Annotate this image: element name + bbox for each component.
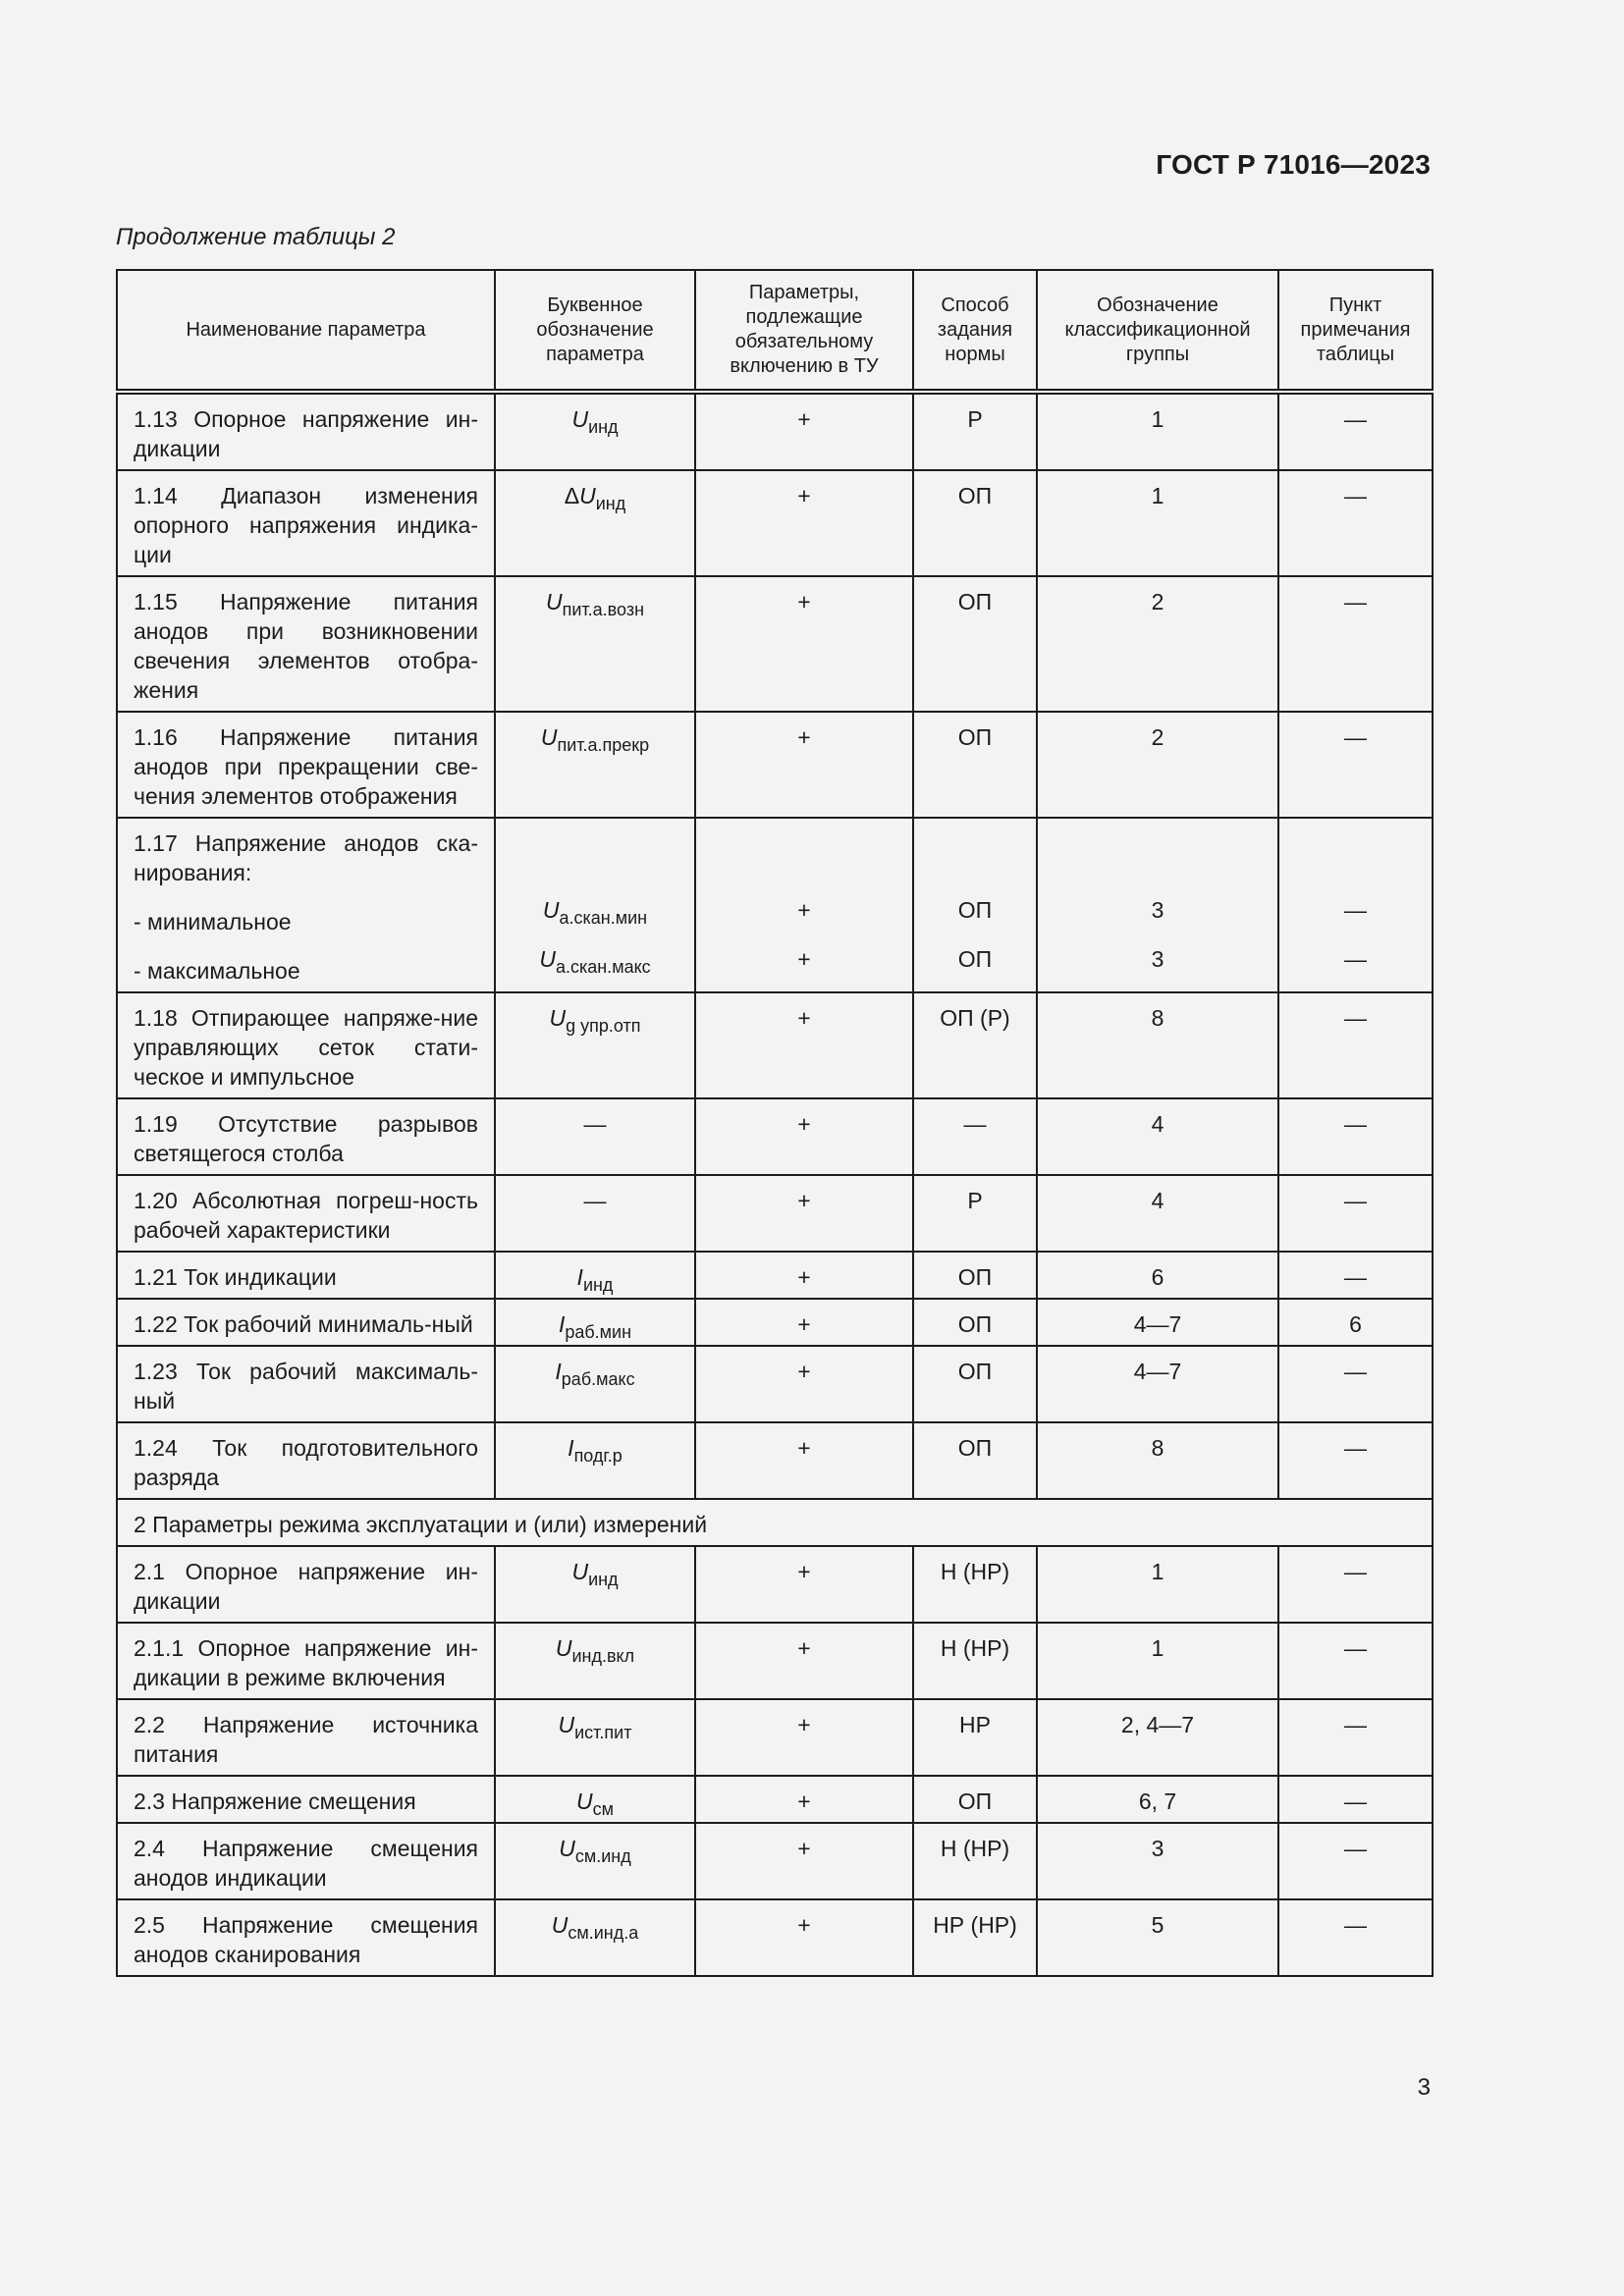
note-cell: — [1278, 1346, 1433, 1422]
parameter-name: 2.1 Опорное напряжение ин-дикации [117, 1546, 495, 1623]
tu-cell: + [695, 392, 913, 470]
group-cell: 4 [1037, 1098, 1278, 1175]
note-cell: — [1278, 1823, 1433, 1899]
table-row [117, 818, 1433, 992]
parameter-symbol: $U_{инд}$ [571, 1559, 619, 1589]
method-cell: Н (НР) [913, 1823, 1037, 1899]
column-header: Наименование параметра [117, 270, 495, 392]
parameter-symbol: $U_{см}$ [576, 1789, 614, 1819]
parameter-symbol: $I_{инд}$ [576, 1264, 614, 1295]
parameter-symbol: $U_{инд}$ [571, 406, 619, 437]
tu-cell: + [695, 1175, 913, 1252]
parameter-symbol: $U_{а.скан.макс}$ [539, 946, 651, 977]
symbol-cell [495, 1899, 695, 1976]
parameter-name: 1.22 Ток рабочий минималь-ный [117, 1299, 495, 1346]
parameter-symbol: — [583, 1188, 607, 1213]
parameter-name: 2.2 Напряжение источника питания [117, 1699, 495, 1776]
method-cell: Р [913, 392, 1037, 470]
table-row [117, 392, 1433, 470]
table-row [117, 1098, 1433, 1175]
symbol-cell [495, 1422, 695, 1499]
symbol-cell [495, 1546, 695, 1623]
parameter-symbol: $I_{подг.р}$ [568, 1435, 623, 1466]
document-code: ГОСТ Р 71016—2023 [1156, 149, 1431, 180]
tu-cell: + [695, 1299, 913, 1346]
note-cell: 6 [1278, 1299, 1433, 1346]
tu-cell: + [695, 1252, 913, 1299]
table-row [117, 1623, 1433, 1699]
group-cell: 1 [1037, 392, 1278, 470]
note-cell: — [1278, 1546, 1433, 1623]
parameter-name: 1.18 Отпирающее напряже-ние управляющих сеток стати-ческое и импульсное [117, 992, 495, 1098]
note-cell: — [1278, 1776, 1433, 1823]
parameter-name: 1.24 Ток подготовительного разряда [117, 1422, 495, 1499]
tu-cell: + [695, 1899, 913, 1976]
group-cell: 2 [1037, 712, 1278, 818]
group-cell: 4 [1037, 1175, 1278, 1252]
method-cell: Н (НР) [913, 1546, 1037, 1623]
parameter-name: 1.20 Абсолютная погреш-ность рабочей характеристики [117, 1175, 495, 1252]
note-cell: — [1278, 1252, 1433, 1299]
symbol-cell [495, 1098, 695, 1175]
method-cell: ОП (Р) [913, 992, 1037, 1098]
tu-cell: + + [695, 818, 913, 992]
symbol-cell [495, 1623, 695, 1699]
symbol-cell [495, 1252, 695, 1299]
table-row [117, 712, 1433, 818]
note-cell: — [1278, 1899, 1433, 1976]
method-cell: ОП [913, 1252, 1037, 1299]
column-header: Способ задания нормы [913, 270, 1037, 392]
table-row [117, 1699, 1433, 1776]
table-row [117, 1776, 1433, 1823]
group-cell: 3 [1037, 1823, 1278, 1899]
group-cell: 8 [1037, 1422, 1278, 1499]
parameter-name: 1.23 Ток рабочий максималь-ный [117, 1346, 495, 1422]
parameters-table [116, 269, 1434, 1977]
parameter-name: 1.13 Опорное напряжение ин-дикации [117, 392, 495, 470]
table-row [117, 576, 1433, 712]
group-cell: 2 [1037, 576, 1278, 712]
parameter-name-cell [117, 818, 495, 992]
method-cell: ОП [913, 1422, 1037, 1499]
column-header: Параметры, подлежащие обязательному включению в ТУ [695, 270, 913, 392]
group-cell: 1 [1037, 470, 1278, 576]
group-cell: 3 3 [1037, 818, 1278, 992]
note-cell: — [1278, 1623, 1433, 1699]
symbol-cell [495, 470, 695, 576]
group-cell: 6 [1037, 1252, 1278, 1299]
tu-cell: + [695, 1346, 913, 1422]
table-body-section2-header [117, 1499, 1433, 1546]
parameter-name: 2.4 Напряжение смещения анодов индикации [117, 1823, 495, 1899]
column-header: Пункт примечания таблицы [1278, 270, 1433, 392]
method-cell: ОП [913, 1299, 1037, 1346]
table-row [117, 1252, 1433, 1299]
table-row [117, 1546, 1433, 1623]
note-cell: — [1278, 712, 1433, 818]
note-cell: — [1278, 470, 1433, 576]
tu-cell: + [695, 470, 913, 576]
parameter-symbol: — [583, 1111, 607, 1137]
method-cell: Н (НР) [913, 1623, 1037, 1699]
table-caption: Продолжение таблицы 2 [116, 224, 396, 250]
column-header: Буквенное обозначение параметра [495, 270, 695, 392]
parameter-name: 2.3 Напряжение смещения [117, 1776, 495, 1823]
note-cell: — — [1278, 818, 1433, 992]
table-row [117, 470, 1433, 576]
note-cell: — [1278, 1175, 1433, 1252]
note-cell: — [1278, 392, 1433, 470]
section-row [117, 1499, 1433, 1546]
parameter-name: 1.14 Диапазон изменения опорного напряжения индика-ции [117, 470, 495, 576]
table-row [117, 1175, 1433, 1252]
group-cell: 4—7 [1037, 1299, 1278, 1346]
parameter-name: 2.5 Напряжение смещения анодов сканирования [117, 1899, 495, 1976]
table-row [117, 992, 1433, 1098]
note-cell: — [1278, 1699, 1433, 1776]
parameter-symbol: $\Delta U_{инд}$ [564, 483, 626, 513]
tu-cell: + [695, 992, 913, 1098]
table-row [117, 1899, 1433, 1976]
group-cell: 1 [1037, 1623, 1278, 1699]
symbol-cell [495, 1346, 695, 1422]
tu-cell: + [695, 1422, 913, 1499]
parameter-name: 2.1.1 Опорное напряжение ин-дикации в режиме включения [117, 1623, 495, 1699]
method-cell: НР (НР) [913, 1899, 1037, 1976]
parameter-symbol: $U_{а.скан.мин}$ [542, 897, 648, 928]
symbol-cell [495, 1699, 695, 1776]
table-row [117, 1346, 1433, 1422]
note-cell: — [1278, 1098, 1433, 1175]
parameter-subitem-name: - максимальное [134, 958, 300, 984]
table-row [117, 1823, 1433, 1899]
tu-cell: + [695, 1546, 913, 1623]
group-cell: 5 [1037, 1899, 1278, 1976]
method-cell: ОП [913, 712, 1037, 818]
tu-cell: + [695, 1699, 913, 1776]
tu-cell: + [695, 712, 913, 818]
parameter-symbol: $U_{ист.пит}$ [558, 1712, 632, 1742]
group-cell: 8 [1037, 992, 1278, 1098]
tu-cell: + [695, 1776, 913, 1823]
parameter-name: 1.15 Напряжение питания анодов при возникновении свечения элементов отобра-жения [117, 576, 495, 712]
parameter-name: 1.21 Ток индикации [117, 1252, 495, 1299]
parameter-symbol: $U_{пит.а.возн}$ [545, 589, 645, 619]
group-cell: 2, 4—7 [1037, 1699, 1278, 1776]
method-cell: ОП [913, 470, 1037, 576]
page-number: 3 [1417, 2074, 1431, 2101]
symbol-cell [495, 392, 695, 470]
section-heading: 2 Параметры режима эксплуатации и (или) измерений [117, 1499, 1433, 1546]
parameter-subitem-name: - минимальное [134, 909, 292, 934]
method-cell: ОП [913, 1776, 1037, 1823]
parameter-symbol: $U_{g упр.отп}$ [549, 1005, 641, 1036]
note-cell: — [1278, 576, 1433, 712]
table-body-row-117 [117, 818, 1433, 992]
tu-cell: + [695, 1823, 913, 1899]
group-cell: 6, 7 [1037, 1776, 1278, 1823]
symbol-cell [495, 1175, 695, 1252]
tu-cell: + [695, 576, 913, 712]
parameter-name: 1.16 Напряжение питания анодов при прекращении све-чения элементов отображения [117, 712, 495, 818]
parameter-symbol: $I_{раб.мин}$ [558, 1311, 632, 1342]
method-cell: НР [913, 1699, 1037, 1776]
method-cell: Р [913, 1175, 1037, 1252]
table-header-row [117, 270, 1433, 392]
parameter-symbol: $U_{см.инд.а}$ [551, 1912, 639, 1943]
parameter-symbol: $I_{раб.макс}$ [555, 1359, 635, 1389]
group-cell: 1 [1037, 1546, 1278, 1623]
symbol-cell [495, 1299, 695, 1346]
table-body-section1a [117, 392, 1433, 818]
symbol-cell [495, 1776, 695, 1823]
tu-cell: + [695, 1623, 913, 1699]
symbol-cell [495, 1823, 695, 1899]
symbol-cell [495, 576, 695, 712]
method-cell: ОП [913, 576, 1037, 712]
tu-cell: + [695, 1098, 913, 1175]
note-cell: — [1278, 1422, 1433, 1499]
group-cell: 4—7 [1037, 1346, 1278, 1422]
table-row [117, 1299, 1433, 1346]
table-row [117, 1422, 1433, 1499]
column-header: Обозначение классификационной группы [1037, 270, 1278, 392]
method-cell: ОП ОП [913, 818, 1037, 992]
parameter-symbol: $U_{см.инд}$ [559, 1836, 631, 1866]
symbol-cell [495, 992, 695, 1098]
parameter-symbol: $U_{инд.вкл}$ [555, 1635, 635, 1666]
method-cell: ОП [913, 1346, 1037, 1422]
symbol-cell [495, 818, 695, 992]
parameter-name: 1.19 Отсутствие разрывов светящегося столба [117, 1098, 495, 1175]
parameter-symbol: $U_{пит.а.прекр}$ [540, 724, 650, 755]
table-body-section1b [117, 992, 1433, 1499]
parameter-name: 1.17 Напряжение анодов ска-нирования: [134, 830, 478, 885]
table-body-section2 [117, 1546, 1433, 1976]
symbol-cell [495, 712, 695, 818]
method-cell: — [913, 1098, 1037, 1175]
note-cell: — [1278, 992, 1433, 1098]
